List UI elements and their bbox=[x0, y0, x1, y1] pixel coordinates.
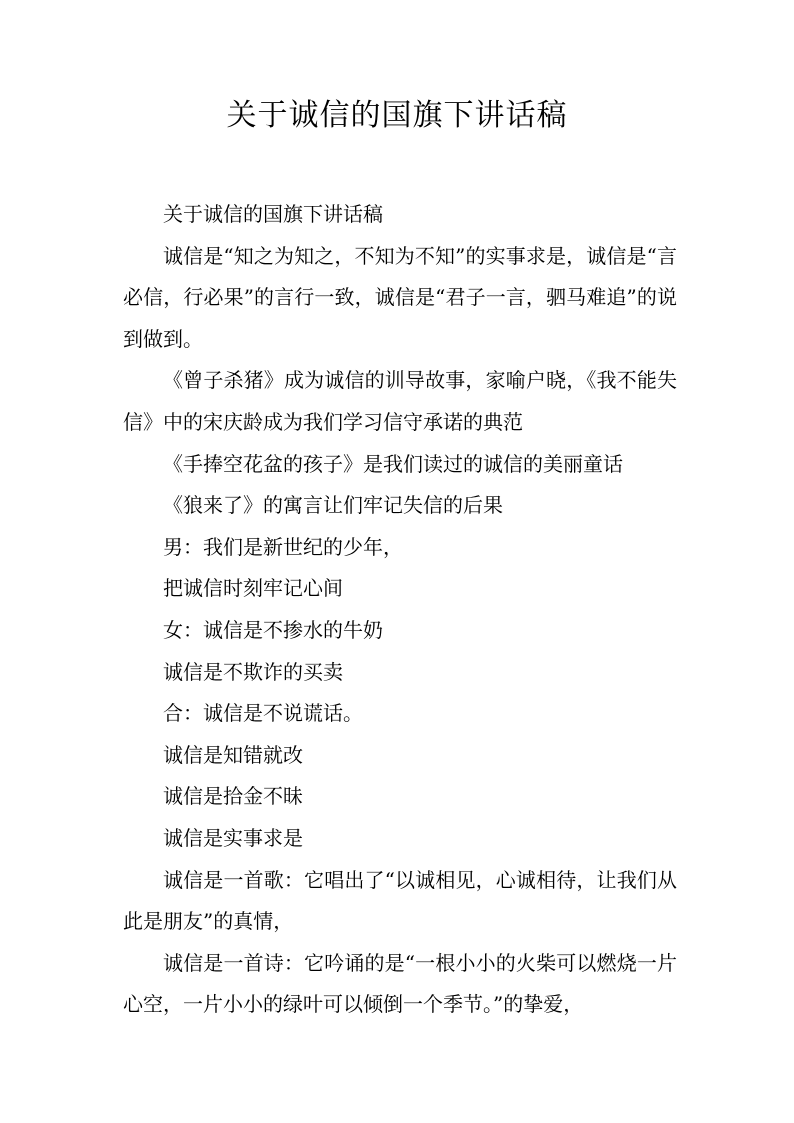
paragraph-poem: 诚信是一首诗：它吟诵的是“一根小小的火柴可以燃烧一片心空，一片小小的绿叶可以倾倒一个季节。”的挚爱， bbox=[123, 950, 677, 1017]
document-title: 关于诚信的国旗下讲话稿 bbox=[226, 98, 568, 133]
paragraph-fable: 《狼来了》的寓言让们牢记失信的后果 bbox=[163, 493, 503, 518]
paragraph-boy-line-1: 男：我们是新世纪的少年， bbox=[163, 534, 403, 559]
paragraph-girl-line-2: 诚信是不欺诈的买卖 bbox=[163, 659, 343, 684]
paragraph-stories: 《曾子杀猪》成为诚信的训导故事，家喻户晓，《我不能失信》中的宋庆龄成为我们学习信守承诺的典范 bbox=[123, 368, 677, 434]
paragraph-boy-line-2: 把诚信时刻牢记心间 bbox=[163, 576, 343, 601]
paragraph-chorus-line-3: 诚信是拾金不昧 bbox=[163, 784, 303, 809]
paragraph-song: 诚信是一首歌：它唱出了“以诚相见，心诚相待，让我们从此是朋友”的真情， bbox=[123, 867, 677, 934]
paragraph-heading: 关于诚信的国旗下讲话稿 bbox=[163, 202, 383, 226]
paragraph-fairy-tale: 《手捧空花盆的孩子》是我们读过的诚信的美丽童话 bbox=[163, 451, 623, 476]
paragraph-girl-line-1: 女：诚信是不掺水的牛奶 bbox=[163, 617, 383, 642]
paragraph-chorus-line-2: 诚信是知错就改 bbox=[163, 742, 303, 767]
paragraph-definition: 诚信是“知之为知之，不知为不知”的实事求是，诚信是“言必信，行必果”的言行一致，诚信是“君子一言，驷马难追”的说到做到。 bbox=[123, 243, 677, 351]
document-body bbox=[123, 194, 677, 1026]
paragraph-chorus-line-1: 合：诚信是不说谎话。 bbox=[163, 701, 363, 726]
paragraph-chorus-line-4: 诚信是实事求是 bbox=[163, 825, 303, 850]
